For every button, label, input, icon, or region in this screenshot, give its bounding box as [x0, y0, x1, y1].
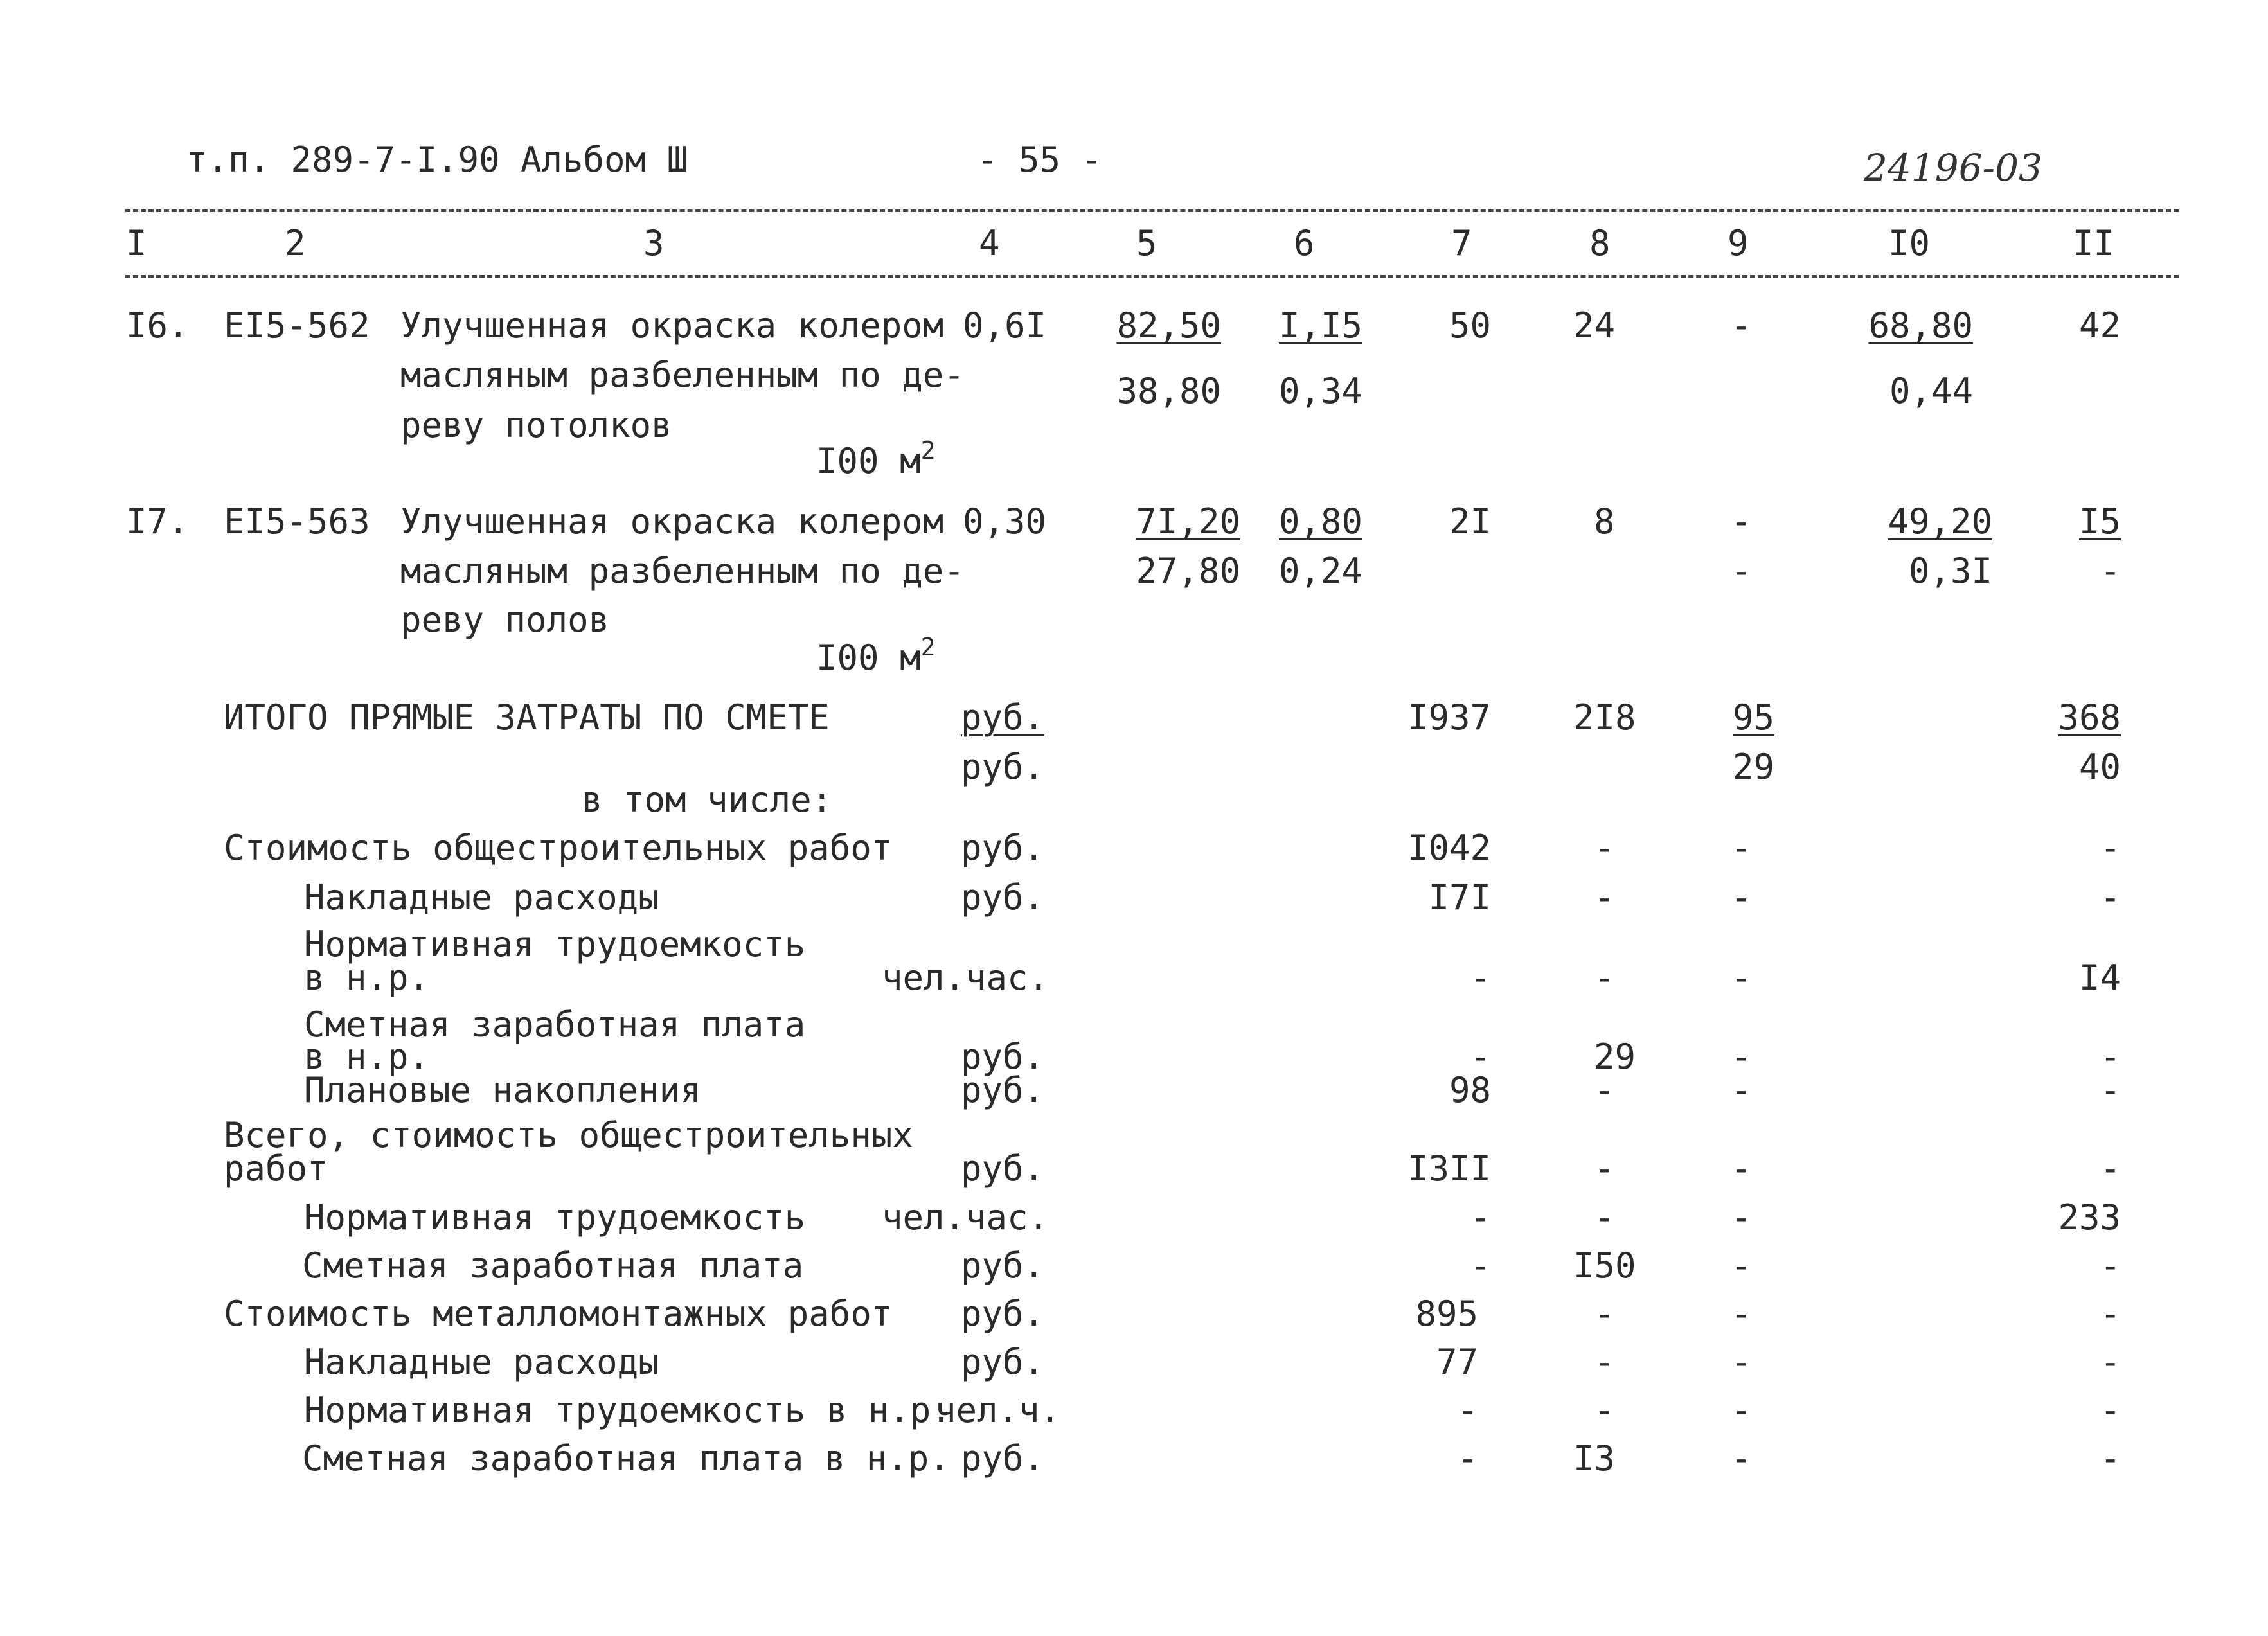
document-reference: т.п. 289-7-I.90: [186, 139, 500, 180]
total-col9-top: 95: [1733, 697, 1775, 738]
summary-unit: чел.ч.: [935, 1390, 1061, 1430]
total-col7: I937: [1407, 697, 1491, 738]
summary-col11: 233: [2058, 1197, 2121, 1238]
summary-unit: чел.час.: [882, 1197, 1049, 1238]
col-header-1: I: [126, 223, 147, 263]
item-col11-bottom: -: [2100, 551, 2121, 591]
summary-label: Сметная заработная плата: [302, 1245, 804, 1286]
page-number: - 55 -: [977, 139, 1103, 180]
summary-label: Накладные расходы: [304, 877, 659, 918]
summary-unit: руб.: [961, 1036, 1045, 1077]
item-col5-bottom: 38,80: [1116, 371, 1221, 411]
item-col5-bottom: 27,80: [1136, 551, 1240, 591]
summary-unit: руб.: [961, 1148, 1045, 1189]
table-header-rule: [125, 275, 2179, 278]
summary-unit: руб.: [961, 877, 1045, 918]
summary-label: Нормативная трудоемкость: [304, 1197, 806, 1238]
item-col10-bottom: 0,3I: [1908, 551, 1992, 591]
summary-label: Сметная заработная плата: [304, 1004, 806, 1045]
item-col8: 24: [1573, 305, 1616, 346]
item-col11: 42: [2078, 305, 2121, 346]
summary-col9: -: [1731, 957, 1752, 998]
summary-col7: 98: [1449, 1070, 1491, 1110]
summary-label: Накладные расходы: [304, 1342, 659, 1382]
item-col9-bottom: -: [1731, 551, 1752, 591]
summary-col9: -: [1731, 877, 1752, 918]
item-col10-bottom: 0,44: [1889, 371, 1973, 411]
table-top-rule: [125, 209, 2179, 212]
col-header-11: II: [2073, 223, 2115, 263]
summary-col8: -: [1594, 1390, 1615, 1430]
item-col6-bottom: 0,34: [1278, 371, 1362, 411]
total-col8: 2I8: [1573, 697, 1636, 738]
summary-col8: I3: [1573, 1438, 1616, 1479]
summary-col7: -: [1457, 1390, 1478, 1430]
item-unit: I00 $м^2$: [816, 633, 936, 678]
item-col10-top: 49,20: [1888, 501, 1992, 542]
item-unit: I00 $м^2$: [816, 436, 936, 481]
item-col11-top: I5: [2078, 501, 2121, 542]
summary-unit: руб.: [961, 1294, 1045, 1334]
col-header-9: 9: [1728, 223, 1749, 263]
summary-col7: 77: [1436, 1342, 1478, 1382]
summary-col7: I7I: [1428, 877, 1491, 918]
summary-unit: руб.: [961, 1245, 1045, 1286]
item-col8: 8: [1594, 501, 1615, 542]
total-col9-bottom: 29: [1733, 747, 1775, 787]
item-quantity: 0,6I: [963, 305, 1047, 346]
summary-col9: -: [1731, 828, 1752, 868]
summary-unit: руб.: [961, 1342, 1045, 1382]
summary-col7: -: [1470, 1245, 1491, 1286]
item-description-line: Улучшенная окраска колером: [400, 305, 944, 346]
summary-label: работ: [224, 1148, 328, 1189]
item-col7: 2I: [1449, 501, 1491, 542]
summary-col8: I50: [1573, 1245, 1636, 1286]
item-number: I6.: [126, 305, 189, 346]
summary-col8: -: [1594, 957, 1615, 998]
summary-label: Всего, стоимость общестроительных: [224, 1115, 913, 1155]
summary-col11: -: [2100, 1390, 2121, 1430]
summary-unit: руб.: [961, 1070, 1045, 1110]
total-col11-bottom: 40: [2078, 747, 2121, 787]
summary-col9: -: [1731, 1438, 1752, 1479]
summary-col11: -: [2100, 1148, 2121, 1189]
summary-col9: -: [1731, 1245, 1752, 1286]
summary-col11: I4: [2078, 957, 2121, 998]
item-col9: -: [1731, 305, 1752, 346]
item-description-line: реву полов: [400, 600, 610, 640]
summary-col9: -: [1731, 1390, 1752, 1430]
item-code: EI5-562: [224, 305, 370, 346]
item-description-line: масляным разбеленным по де-: [400, 355, 965, 395]
summary-col7: -: [1470, 1036, 1491, 1077]
summary-col11: -: [2100, 1342, 2121, 1382]
summary-label: Сметная заработная плата в н.р.: [302, 1438, 950, 1479]
summary-unit: руб.: [961, 828, 1045, 868]
summary-col9: -: [1731, 1294, 1752, 1334]
summary-col8: -: [1594, 1342, 1615, 1382]
summary-col9: -: [1731, 1036, 1752, 1077]
item-col5-top: 7I,20: [1136, 501, 1240, 542]
col-header-4: 4: [979, 223, 1000, 263]
summary-col11: -: [2100, 1438, 2121, 1479]
summary-label: в н.р.: [304, 1036, 430, 1077]
item-col6-top: 0,80: [1278, 501, 1362, 542]
summary-col7: 895: [1415, 1294, 1478, 1334]
total-unit: руб.: [961, 697, 1045, 738]
item-col6-top: I,I5: [1278, 305, 1362, 346]
summary-col11: -: [2100, 1294, 2121, 1334]
summary-col11: -: [2100, 1036, 2121, 1077]
summary-col7: -: [1470, 957, 1491, 998]
item-col9-top: -: [1731, 501, 1752, 542]
item-code: EI5-563: [224, 501, 370, 542]
including-label: в том числе:: [582, 779, 833, 820]
total-unit: руб.: [961, 747, 1045, 787]
summary-col8: -: [1594, 1197, 1615, 1238]
summary-label: Нормативная трудоемкость в н.р.: [304, 1390, 952, 1430]
summary-col9: -: [1731, 1197, 1752, 1238]
summary-col11: -: [2100, 877, 2121, 918]
item-quantity: 0,30: [963, 501, 1047, 542]
summary-col8: 29: [1594, 1036, 1636, 1077]
item-col6-bottom: 0,24: [1278, 551, 1362, 591]
summary-label: Плановые накопления: [304, 1070, 701, 1110]
col-header-2: 2: [285, 223, 306, 263]
col-header-10: I0: [1888, 223, 1931, 263]
handwritten-stamp: 24196-03: [1864, 146, 2042, 190]
item-description-line: Улучшенная окраска колером: [400, 501, 944, 542]
summary-col7: I3II: [1407, 1148, 1491, 1189]
summary-col8: -: [1594, 828, 1615, 868]
item-number: I7.: [126, 501, 189, 542]
summary-label: Нормативная трудоемкость: [304, 924, 806, 965]
total-label: ИТОГО ПРЯМЫЕ ЗАТРАТЫ ПО СМЕТЕ: [224, 697, 830, 738]
col-header-5: 5: [1136, 223, 1157, 263]
item-col7: 50: [1449, 305, 1491, 346]
summary-col7: -: [1470, 1197, 1491, 1238]
item-description-line: масляным разбеленным по де-: [400, 551, 965, 591]
summary-col7: -: [1457, 1438, 1478, 1479]
col-header-6: 6: [1294, 223, 1315, 263]
summary-col8: -: [1594, 1148, 1615, 1189]
col-header-3: 3: [643, 223, 665, 263]
summary-label: Стоимость металломонтажных работ: [224, 1294, 893, 1334]
item-col10-top: 68,80: [1868, 305, 1973, 346]
summary-col11: -: [2100, 1245, 2121, 1286]
summary-col11: -: [2100, 828, 2121, 868]
summary-col8: -: [1594, 877, 1615, 918]
summary-col8: -: [1594, 1294, 1615, 1334]
col-header-8: 8: [1589, 223, 1611, 263]
item-description-line: реву потолков: [400, 405, 672, 445]
summary-col9: -: [1731, 1070, 1752, 1110]
album-label: Альбом Ш: [521, 139, 688, 180]
summary-col11: -: [2100, 1070, 2121, 1110]
col-header-7: 7: [1451, 223, 1472, 263]
summary-col9: -: [1731, 1148, 1752, 1189]
summary-col9: -: [1731, 1342, 1752, 1382]
summary-col8: -: [1594, 1070, 1615, 1110]
summary-unit: чел.час.: [882, 957, 1049, 998]
summary-unit: руб.: [961, 1438, 1045, 1479]
item-col5-top: 82,50: [1116, 305, 1221, 346]
summary-col7: I042: [1407, 828, 1491, 868]
summary-label: Стоимость общестроительных работ: [224, 828, 893, 868]
total-col11-top: 368: [2058, 697, 2121, 738]
summary-label: в н.р.: [304, 957, 430, 998]
